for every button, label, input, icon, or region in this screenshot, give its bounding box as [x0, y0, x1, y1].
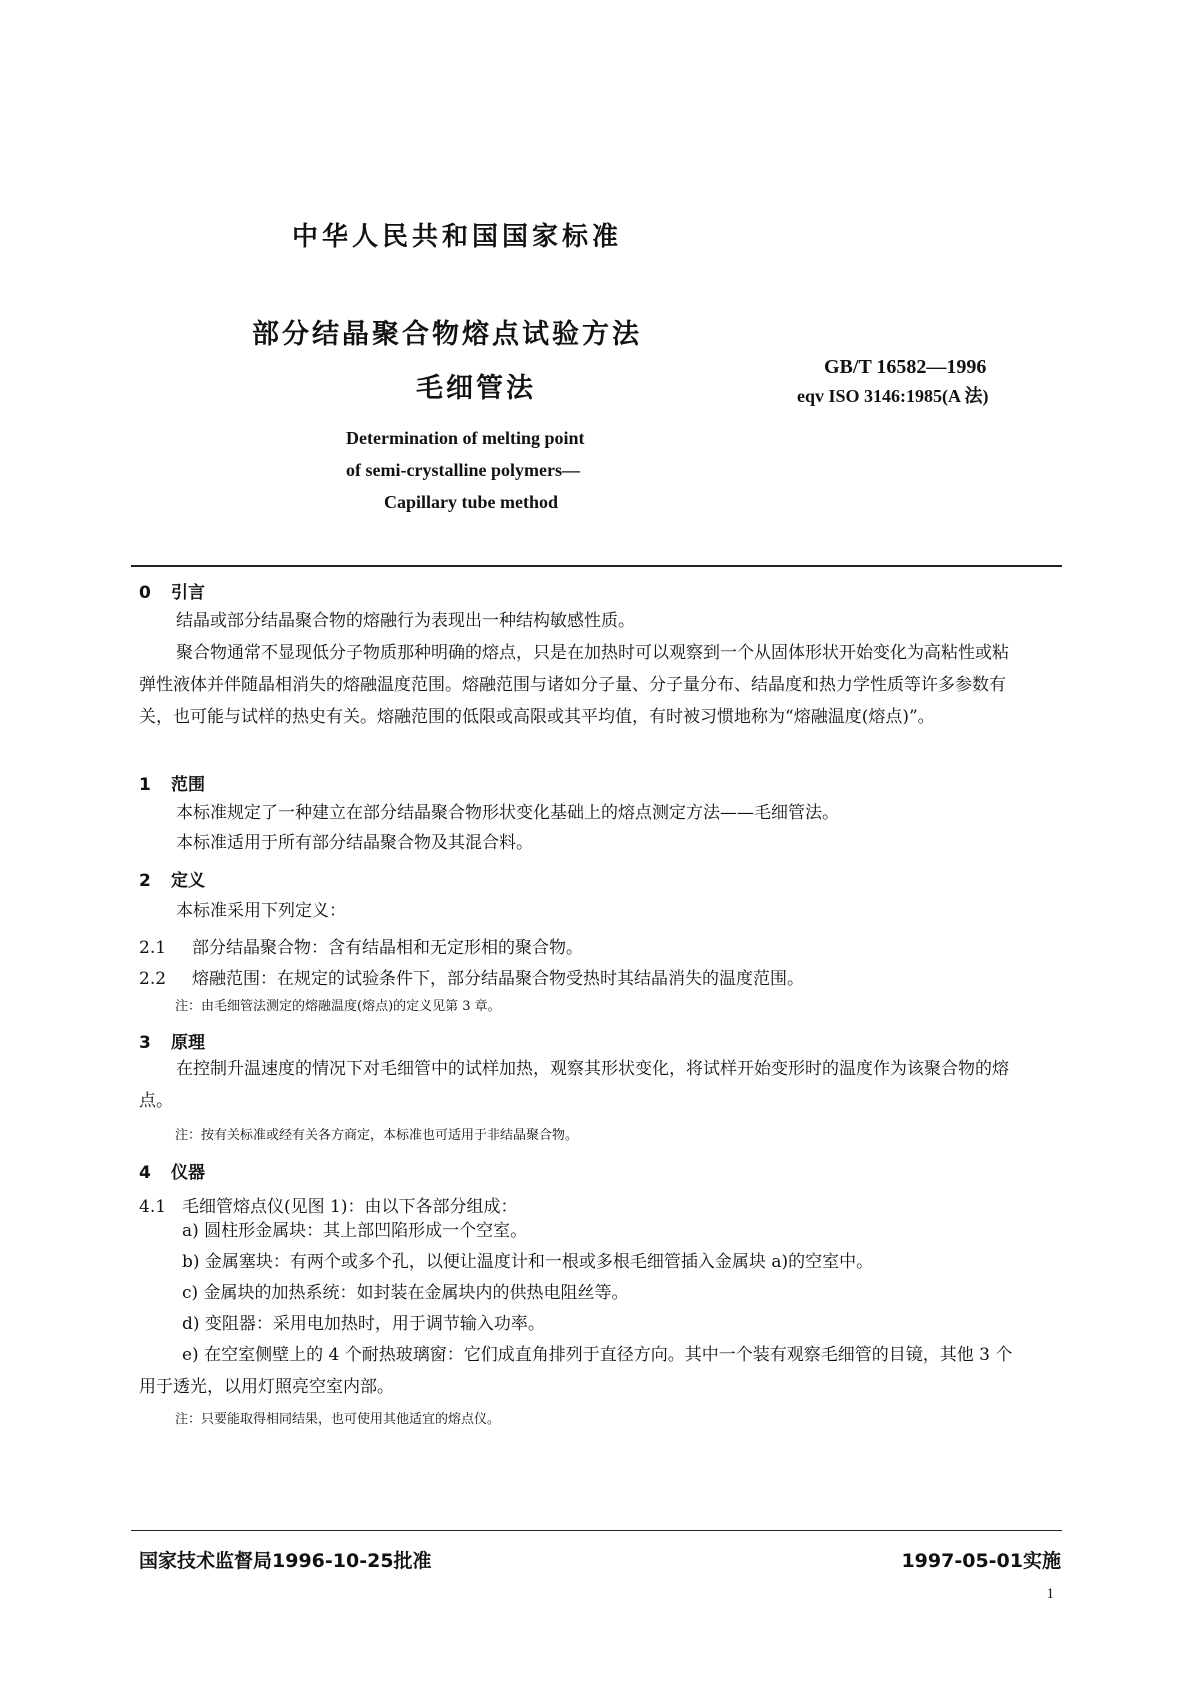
english-title-line: Determination of melting point	[346, 428, 585, 448]
country-standard-heading: 中华人民共和国国家标准	[292, 222, 623, 252]
paragraph: 聚合物通常不显现低分子物质那种明确的熔点，只是在加热时可以观察到一个从固体形状开始变化为高粘性或粘弹性液体并伴随晶相消失的熔融温度范围。熔融范围与诸如分子量、分子量分布、结晶度和热力学性质等许多参数有关，也可能与试样的热史有关。熔融范围的低限或高限或其平均值，有时被习惯地称为“熔融温度(熔点)”。	[139, 643, 1009, 727]
list-item: d) 变阻器：采用电加热时，用于调节输入功率。	[182, 1314, 545, 1334]
header-divider	[131, 565, 1062, 567]
section-heading-0: 0 引言	[139, 583, 205, 603]
standard-number: GB/T 16582—1996	[824, 356, 987, 378]
section-heading-1: 1 范围	[139, 775, 205, 795]
paragraph: 结晶或部分结晶聚合物的熔融行为表现出一种结构敏感性质。	[176, 611, 635, 631]
approval-date: 国家技术监督局1996-10-25批准	[139, 1550, 432, 1572]
paragraph: 本标准规定了一种建立在部分结晶聚合物形状变化基础上的熔点测定方法——毛细管法。	[176, 803, 839, 823]
section-heading-4: 4 仪器	[139, 1163, 205, 1183]
list-item: c) 金属块的加热系统：如封装在金属块内的供热电阻丝等。	[182, 1283, 629, 1303]
effective-date: 1997-05-01实施	[901, 1550, 1061, 1572]
note: 注：只要能取得相同结果，也可使用其他适宜的熔点仪。	[175, 1412, 501, 1427]
paragraph: 在控制升温速度的情况下对毛细管中的试样加热，观察其形状变化，将试样开始变形时的温度作为该聚合物的熔点。	[139, 1059, 1009, 1111]
footer-divider	[131, 1530, 1062, 1531]
list-item: a) 圆柱形金属块：其上部凹陷形成一个空室。	[182, 1221, 528, 1241]
list-item: b) 金属塞块：有两个或多个孔，以便让温度计和一根或多根毛细管插入金属块 a)的空室中。	[182, 1252, 874, 1272]
definition-item: 2.2 熔融范围：在规定的试验条件下，部分结晶聚合物受热时其结晶消失的温度范围。	[139, 969, 804, 989]
paragraph: 本标准适用于所有部分结晶聚合物及其混合料。	[176, 833, 533, 853]
english-title-line: Capillary tube method	[384, 492, 559, 512]
section-heading-2: 2 定义	[139, 871, 205, 891]
english-title-line: of semi-crystalline polymers—	[346, 460, 580, 480]
document-subtitle: 毛细管法	[416, 373, 536, 404]
section-heading-3: 3 原理	[139, 1033, 205, 1053]
document-title: 部分结晶聚合物熔点试验方法	[252, 319, 642, 350]
equivalent-standard: eqv ISO 3146:1985(A 法)	[797, 386, 989, 406]
definition-item: 2.1 部分结晶聚合物：含有结晶相和无定形相的聚合物。	[139, 938, 583, 958]
page-number: 1	[1046, 1586, 1054, 1602]
list-item: e) 在空室侧壁上的 4 个耐热玻璃窗：它们成直角排列于直径方向。其中一个装有观察毛细管的目镜，其他 3 个用于透光，以用灯照亮空室内部。	[139, 1345, 1013, 1397]
note: 注：由毛细管法测定的熔融温度(熔点)的定义见第 3 章。	[175, 999, 501, 1014]
note: 注：按有关标准或经有关各方商定，本标准也可适用于非结晶聚合物。	[175, 1128, 579, 1143]
paragraph: 本标准采用下列定义：	[176, 901, 346, 921]
subsection-item: 4.1 毛细管熔点仪(见图 1)：由以下各部分组成：	[139, 1197, 518, 1217]
